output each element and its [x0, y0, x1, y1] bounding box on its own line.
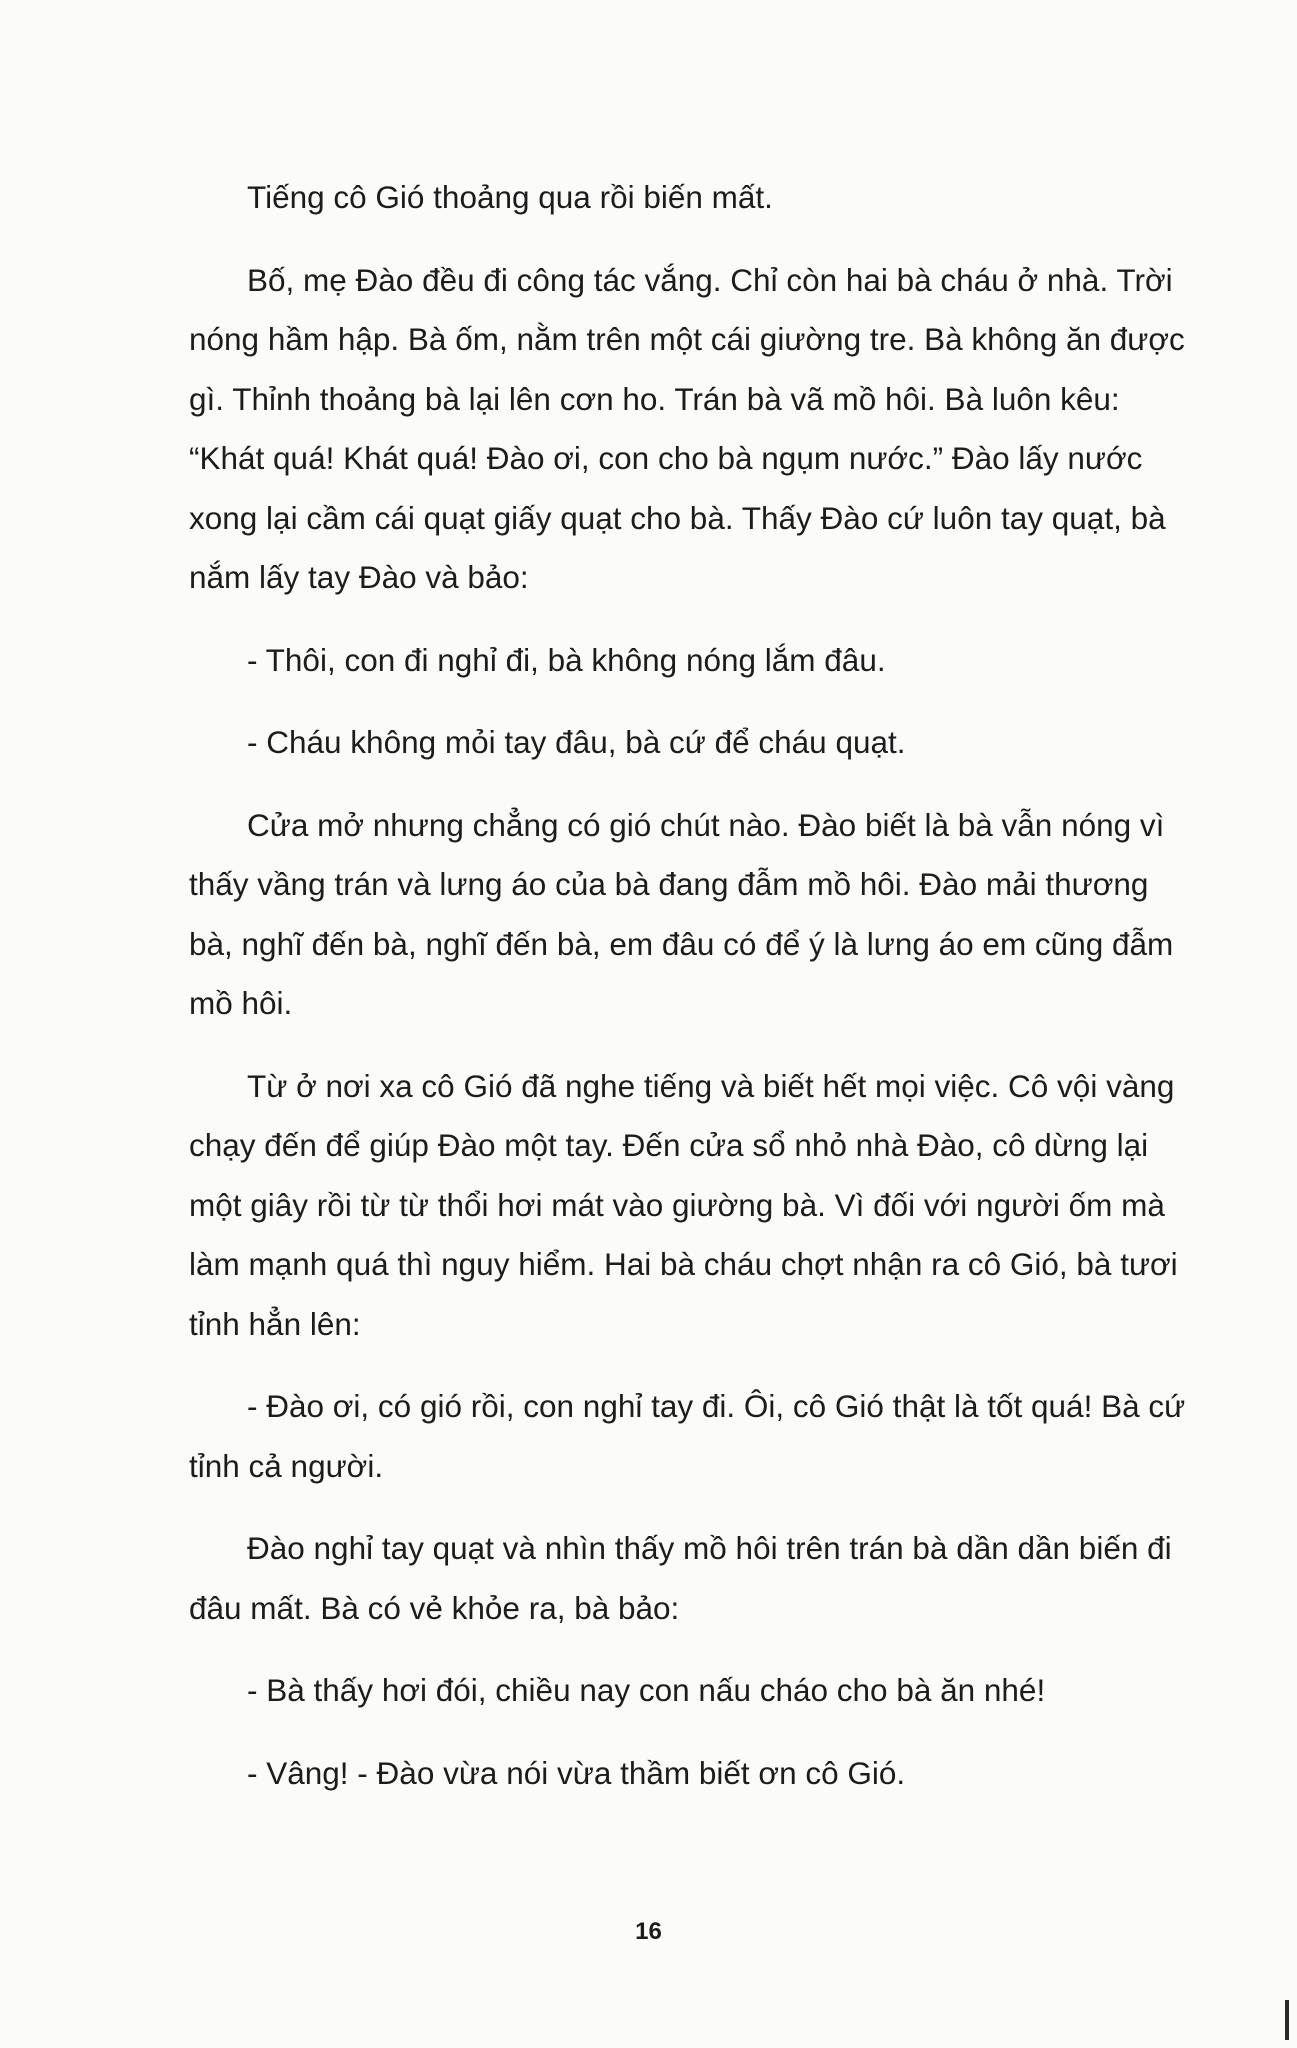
story-text — [189, 168, 1189, 1803]
paragraph-3: - Thôi, con đi nghỉ đi, bà không nóng lắm đâu. — [247, 641, 886, 678]
paragraph-2: Bố, mẹ Đào đều đi công tác vắng. Chỉ còn hai bà cháu ở nhà. Trời nóng hầm hập. Bà ốm, nằm trên một cái giường tre. Bà không ăn được gì. Thỉnh thoảng bà lại lên cơn ho. Trán bà vã mồ hôi. Bà luôn kêu: “Khát quá! Khát quá! Đào ơi, con cho bà ngụm nước.” Đào lấy nước xong lại cầm cái quạt giấy quạt cho bà. Thấy Đào cứ luôn tay quạt, bà nắm lấy tay Đào và bảo: — [189, 261, 1185, 595]
page-edge-shadow — [1285, 2000, 1289, 2040]
paragraph-7: - Đào ơi, có gió rồi, con nghỉ tay đi. Ôi, cô Gió thật là tốt quá! Bà cứ tỉnh cả người. — [189, 1388, 1186, 1484]
paragraph-10: - Vâng! - Đào vừa nói vừa thầm biết ơn cô Gió. — [247, 1754, 906, 1791]
paragraph-8: Đào nghỉ tay quạt và nhìn thấy mồ hôi trên trán bà dần dần biến đi đâu mất. Bà có vẻ khỏe ra, bà bảo: — [189, 1530, 1172, 1626]
page-number: 16 — [635, 1918, 662, 1945]
paragraph-5: Cửa mở nhưng chẳng có gió chút nào. Đào biết là bà vẫn nóng vì thấy vầng trán và lưng áo của bà đang đẫm mồ hôi. Đào mải thương bà, nghĩ đến bà, nghĩ đến bà, em đâu có để ý là lưng áo em cũng đẫm mồ hôi. — [189, 806, 1174, 1021]
paragraph-6: Từ ở nơi xa cô Gió đã nghe tiếng và biết hết mọi việc. Cô vội vàng chạy đến để giúp Đào một tay. Đến cửa sổ nhỏ nhà Đào, cô dừng lại một giây rồi từ từ thổi hơi mát vào giường bà. Vì đối với người ốm mà làm mạnh quá thì nguy hiểm. Hai bà cháu chợt nhận ra cô Gió, bà tươi tỉnh hẳn lên: — [189, 1067, 1178, 1342]
paragraph-1: Tiếng cô Gió thoảng qua rồi biến mất. — [247, 179, 773, 215]
paragraph-4: - Cháu không mỏi tay đâu, bà cứ để cháu quạt. — [247, 724, 906, 760]
paragraph-9: - Bà thấy hơi đói, chiều nay con nấu cháo cho bà ăn nhé! — [247, 1672, 1046, 1708]
